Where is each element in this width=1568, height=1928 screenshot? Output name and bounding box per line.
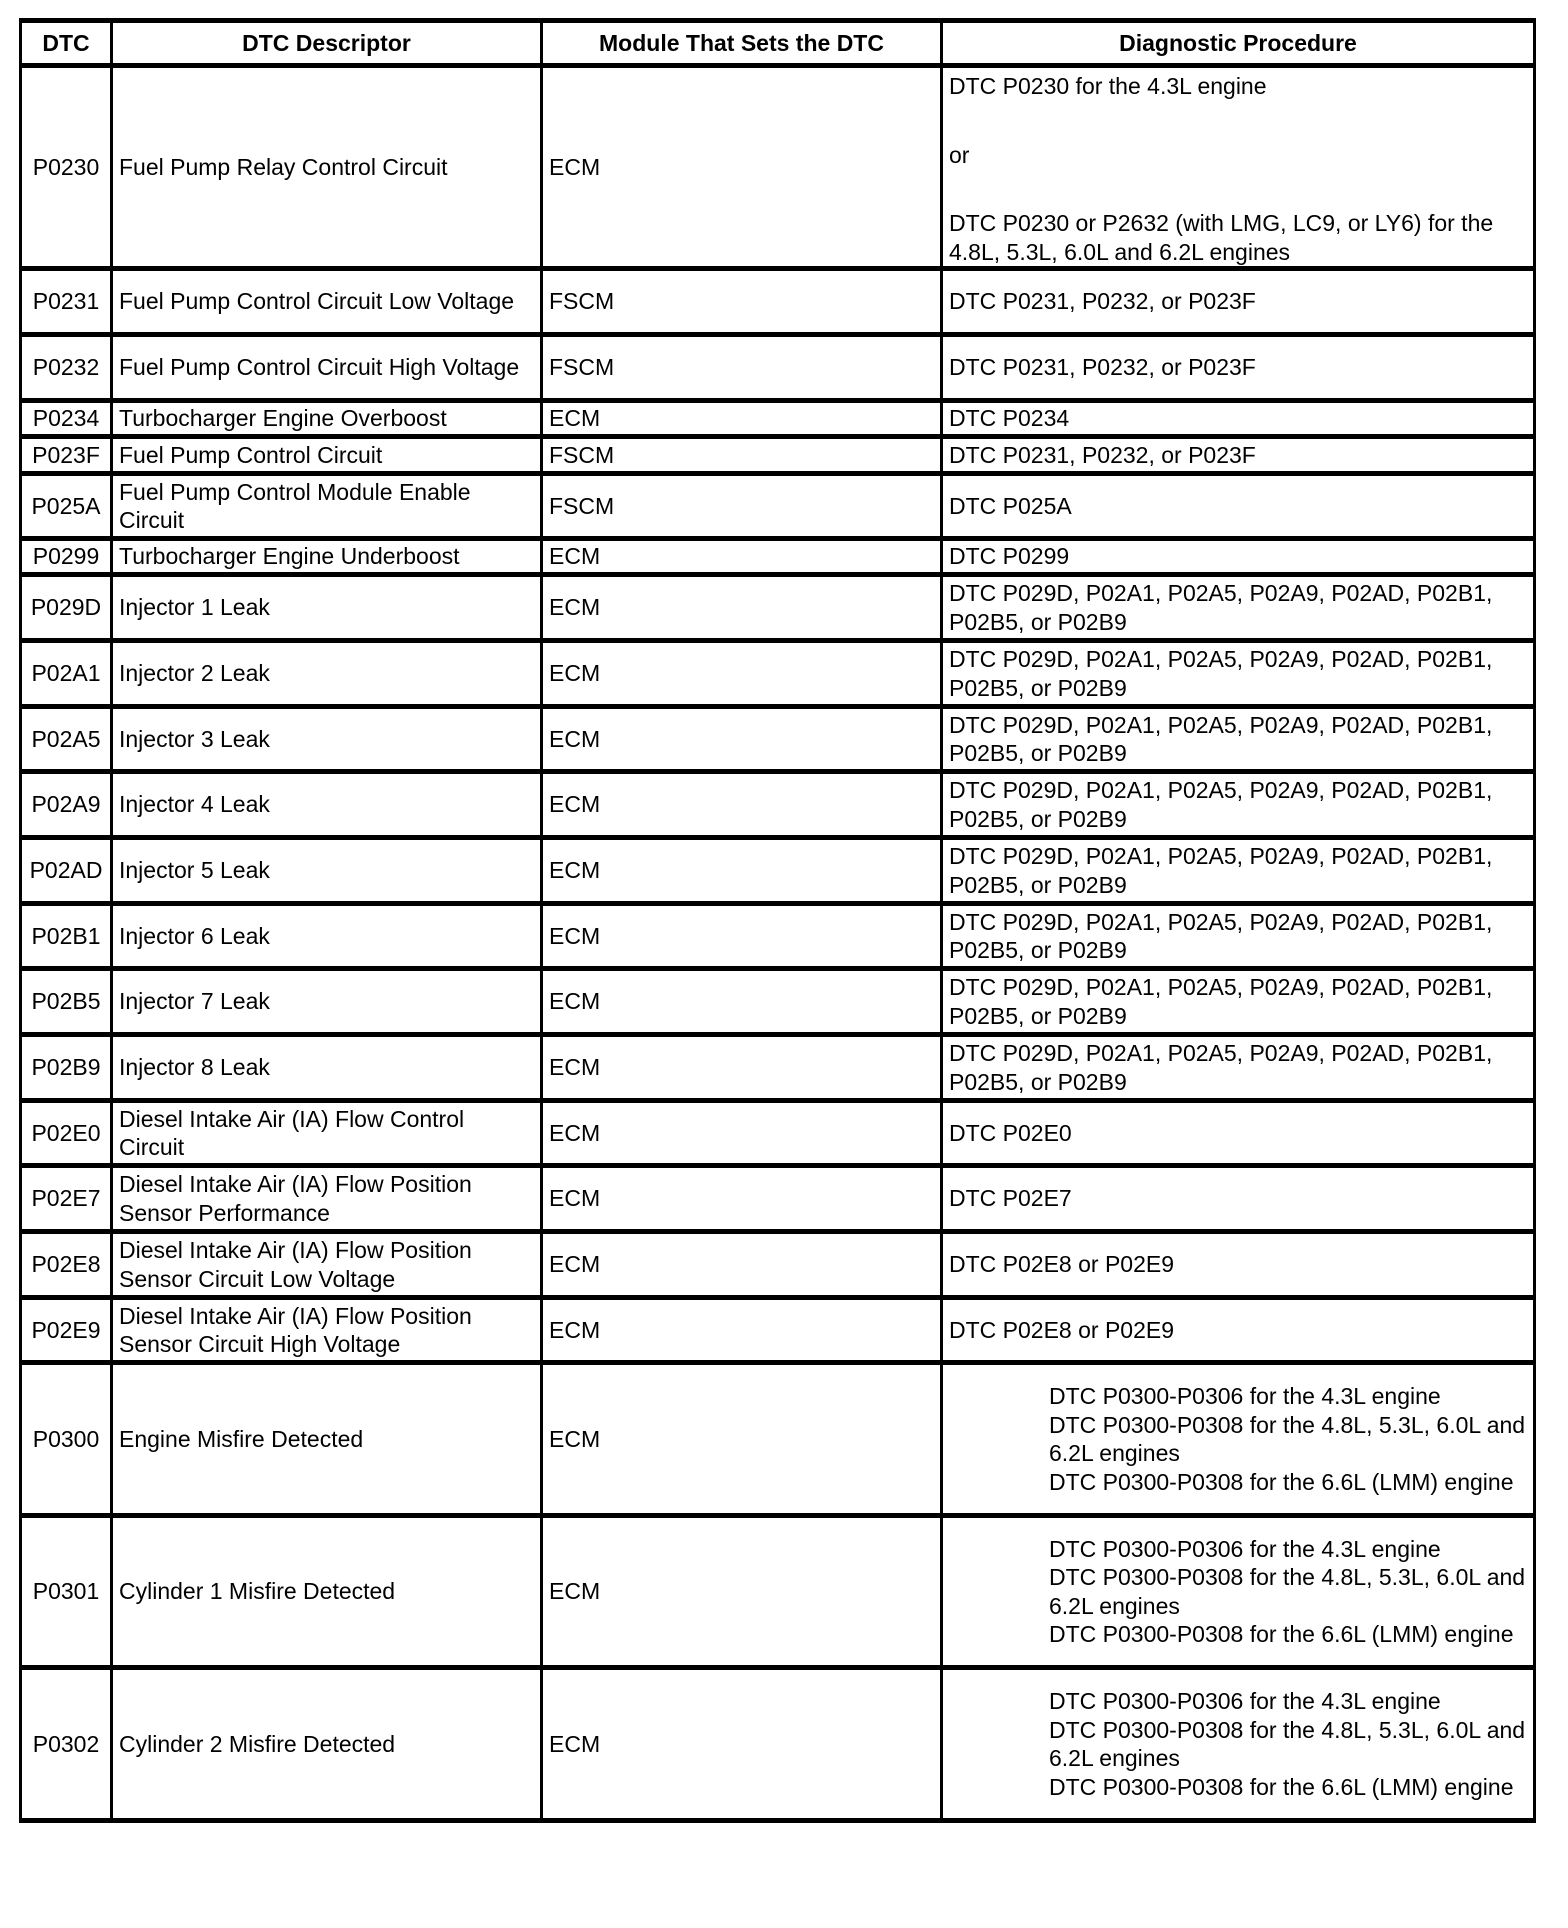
diagnostic-procedure — [942, 269, 1535, 335]
module-name: ECM — [542, 904, 942, 969]
module-name: FSCM — [542, 335, 942, 401]
procedure-link: DTC P0300-P0308 for the 6.6L (LMM) engine — [1049, 1773, 1514, 1800]
module-name: ECM — [542, 1363, 942, 1516]
diagnostic-procedure — [942, 1668, 1535, 1821]
dtc-code: P0301 — [21, 1516, 112, 1668]
procedure-link: DTC P02E0 — [949, 1119, 1072, 1146]
procedure-link: DTC P029D, P02A1, P02A5, P02A9, P02AD, P02B1, P02B5, or P02B9 — [949, 777, 1493, 832]
dtc-descriptor: Injector 2 Leak — [112, 641, 542, 707]
procedure-link: DTC P0230 for the 4.3L engine — [949, 73, 1267, 99]
dtc-code: P023F — [21, 437, 112, 474]
dtc-descriptor: Injector 8 Leak — [112, 1035, 542, 1101]
procedure-link: DTC P0300-P0306 for the 4.3L engine — [1049, 1535, 1441, 1562]
dtc-code: P0302 — [21, 1668, 112, 1821]
dtc-descriptor: Turbocharger Engine Overboost — [112, 401, 542, 437]
procedure-link: DTC P0300-P0308 for the 6.6L (LMM) engine — [1049, 1621, 1514, 1647]
module-name: ECM — [542, 575, 942, 641]
table-row — [21, 707, 1535, 772]
module-name: FSCM — [542, 474, 942, 539]
procedure-link: DTC P02E8 or P02E9 — [949, 1251, 1175, 1278]
module-name: ECM — [542, 838, 942, 904]
dtc-code: P02E8 — [21, 1232, 112, 1298]
table-row — [21, 1363, 1535, 1516]
procedure-link: DTC P0231, P0232, or P023F — [949, 288, 1256, 315]
dtc-code: P0230 — [21, 66, 112, 269]
diagnostic-procedure — [942, 66, 1535, 269]
dtc-descriptor: Fuel Pump Control Circuit High Voltage — [112, 335, 542, 401]
diagnostic-procedure — [942, 401, 1535, 437]
table-row — [21, 401, 1535, 437]
diagnostic-procedure — [942, 335, 1535, 401]
diagnostic-procedure — [942, 904, 1535, 969]
procedure-link: DTC P0300-P0308 for the 6.6L (LMM) engine — [1049, 1468, 1514, 1495]
procedure-link: DTC P0234 — [949, 405, 1070, 432]
dtc-descriptor: Fuel Pump Control Module Enable Circuit — [112, 474, 542, 539]
table-row — [21, 1101, 1535, 1166]
diagnostic-procedure — [942, 969, 1535, 1035]
dtc-code: P0299 — [21, 539, 112, 575]
table-row — [21, 437, 1535, 474]
dtc-descriptor: Fuel Pump Control Circuit — [112, 437, 542, 474]
table-row — [21, 1516, 1535, 1668]
procedure-link: DTC P0300-P0308 for the 4.8L, 5.3L, 6.0L and 6.2L engines — [1049, 1411, 1526, 1466]
procedure-link: DTC P0230 or P2632 (with LMG, LC9, or LY6) for the 4.8L, 5.3L, 6.0L and 6.2L engines — [949, 210, 1494, 265]
module-name: ECM — [542, 641, 942, 707]
module-name: ECM — [542, 1516, 942, 1668]
dtc-descriptor: Injector 6 Leak — [112, 904, 542, 969]
dtc-code: P02A9 — [21, 772, 112, 838]
diagnostic-procedure — [942, 1363, 1535, 1516]
module-name: ECM — [542, 1166, 942, 1232]
procedure-link: DTC P0231, P0232, or P023F — [949, 354, 1256, 381]
table-row — [21, 1298, 1535, 1363]
procedure-link: DTC P029D, P02A1, P02A5, P02A9, P02AD, P02B1, P02B5, or P02B9 — [949, 580, 1493, 635]
table-row — [21, 335, 1535, 401]
dtc-descriptor: Fuel Pump Control Circuit Low Voltage — [112, 269, 542, 335]
dtc-descriptor: Injector 4 Leak — [112, 772, 542, 838]
dtc-code: P02A5 — [21, 707, 112, 772]
module-name: FSCM — [542, 437, 942, 474]
dtc-code: P02AD — [21, 838, 112, 904]
procedure-link: DTC P029D, P02A1, P02A5, P02A9, P02AD, P02B1, P02B5, or P02B9 — [949, 1040, 1493, 1095]
dtc-code: P0234 — [21, 401, 112, 437]
header-descriptor: DTC Descriptor — [112, 21, 542, 66]
procedure-link: DTC P0300-P0308 for the 4.8L, 5.3L, 6.0L and 6.2L engines — [1049, 1716, 1526, 1771]
dtc-code: P02B9 — [21, 1035, 112, 1101]
dtc-descriptor: Diesel Intake Air (IA) Flow Position Sensor Circuit Low Voltage — [112, 1232, 542, 1298]
dtc-code: P02B5 — [21, 969, 112, 1035]
table-row — [21, 1232, 1535, 1298]
dtc-descriptor: Injector 7 Leak — [112, 969, 542, 1035]
diagnostic-procedure — [942, 539, 1535, 575]
table-row — [21, 904, 1535, 969]
procedure-link: DTC P029D, P02A1, P02A5, P02A9, P02AD, P02B1, P02B5, or P02B9 — [949, 646, 1493, 701]
procedure-link: DTC P029D, P02A1, P02A5, P02A9, P02AD, P02B1, P02B5, or P02B9 — [949, 843, 1493, 898]
table-row — [21, 1035, 1535, 1101]
procedure-link: DTC P029D, P02A1, P02A5, P02A9, P02AD, P02B1, P02B5, or P02B9 — [949, 908, 1493, 963]
dtc-code: P02E0 — [21, 1101, 112, 1166]
dtc-code: P02A1 — [21, 641, 112, 707]
header-dtc: DTC — [21, 21, 112, 66]
dtc-table — [19, 18, 1536, 1823]
dtc-code: P0300 — [21, 1363, 112, 1516]
diagnostic-procedure — [942, 1298, 1535, 1363]
procedure-link: DTC P02E7 — [949, 1185, 1072, 1212]
dtc-descriptor: Injector 3 Leak — [112, 707, 542, 772]
diagnostic-procedure — [942, 1035, 1535, 1101]
diagnostic-procedure — [942, 1232, 1535, 1298]
procedure-link: DTC P0300-P0306 for the 4.3L engine — [1049, 1688, 1441, 1714]
procedure-link: DTC P029D, P02A1, P02A5, P02A9, P02AD, P02B1, P02B5, or P02B9 — [949, 711, 1493, 766]
dtc-descriptor: Injector 5 Leak — [112, 838, 542, 904]
module-name: ECM — [542, 707, 942, 772]
procedure-link: DTC P02E8 or P02E9 — [949, 1316, 1175, 1343]
table-row — [21, 772, 1535, 838]
dtc-descriptor: Cylinder 2 Misfire Detected — [112, 1668, 542, 1821]
dtc-descriptor: Diesel Intake Air (IA) Flow Control Circuit — [112, 1101, 542, 1166]
module-name: ECM — [542, 772, 942, 838]
dtc-code: P02B1 — [21, 904, 112, 969]
table-row — [21, 575, 1535, 641]
diagnostic-procedure — [942, 1516, 1535, 1668]
dtc-descriptor: Injector 1 Leak — [112, 575, 542, 641]
procedure-link: DTC P0300-P0308 for the 4.8L, 5.3L, 6.0L and 6.2L engines — [1049, 1564, 1526, 1619]
table-row — [21, 1668, 1535, 1821]
module-name: ECM — [542, 1035, 942, 1101]
procedure-link: DTC P025A — [949, 492, 1072, 519]
table-row — [21, 66, 1535, 269]
dtc-code: P029D — [21, 575, 112, 641]
dtc-code: P025A — [21, 474, 112, 539]
module-name: ECM — [542, 969, 942, 1035]
module-name: ECM — [542, 1101, 942, 1166]
procedure-link: DTC P029D, P02A1, P02A5, P02A9, P02AD, P02B1, P02B5, or P02B9 — [949, 974, 1493, 1029]
table-row — [21, 838, 1535, 904]
dtc-descriptor: Turbocharger Engine Underboost — [112, 539, 542, 575]
diagnostic-procedure — [942, 772, 1535, 838]
procedure-link: or — [949, 141, 970, 168]
module-name: ECM — [542, 1298, 942, 1363]
diagnostic-procedure — [942, 641, 1535, 707]
dtc-descriptor: Diesel Intake Air (IA) Flow Position Sensor Performance — [112, 1166, 542, 1232]
diagnostic-procedure — [942, 1166, 1535, 1232]
table-row — [21, 269, 1535, 335]
table-row — [21, 539, 1535, 575]
header-procedure: Diagnostic Procedure — [942, 21, 1535, 66]
procedure-link: DTC P0300-P0306 for the 4.3L engine — [1049, 1383, 1441, 1409]
dtc-descriptor: Cylinder 1 Misfire Detected — [112, 1516, 542, 1668]
dtc-code: P0231 — [21, 269, 112, 335]
module-name: ECM — [542, 401, 942, 437]
header-module: Module That Sets the DTC — [542, 21, 942, 66]
table-row — [21, 1166, 1535, 1232]
dtc-descriptor: Engine Misfire Detected — [112, 1363, 542, 1516]
dtc-descriptor: Fuel Pump Relay Control Circuit — [112, 66, 542, 269]
module-name: ECM — [542, 1232, 942, 1298]
diagnostic-procedure — [942, 575, 1535, 641]
module-name: ECM — [542, 66, 942, 269]
dtc-descriptor: Diesel Intake Air (IA) Flow Position Sensor Circuit High Voltage — [112, 1298, 542, 1363]
diagnostic-procedure — [942, 474, 1535, 539]
diagnostic-procedure — [942, 437, 1535, 474]
dtc-code: P02E9 — [21, 1298, 112, 1363]
module-name: ECM — [542, 1668, 942, 1821]
header-row — [21, 21, 1535, 66]
diagnostic-procedure — [942, 1101, 1535, 1166]
module-name: FSCM — [542, 269, 942, 335]
dtc-code: P0232 — [21, 335, 112, 401]
diagnostic-procedure — [942, 707, 1535, 772]
table-row — [21, 641, 1535, 707]
dtc-code: P02E7 — [21, 1166, 112, 1232]
table-row — [21, 474, 1535, 539]
table-row — [21, 969, 1535, 1035]
procedure-link: DTC P0299 — [949, 543, 1070, 570]
diagnostic-procedure — [942, 838, 1535, 904]
module-name: ECM — [542, 539, 942, 575]
procedure-link: DTC P0231, P0232, or P023F — [949, 441, 1256, 468]
